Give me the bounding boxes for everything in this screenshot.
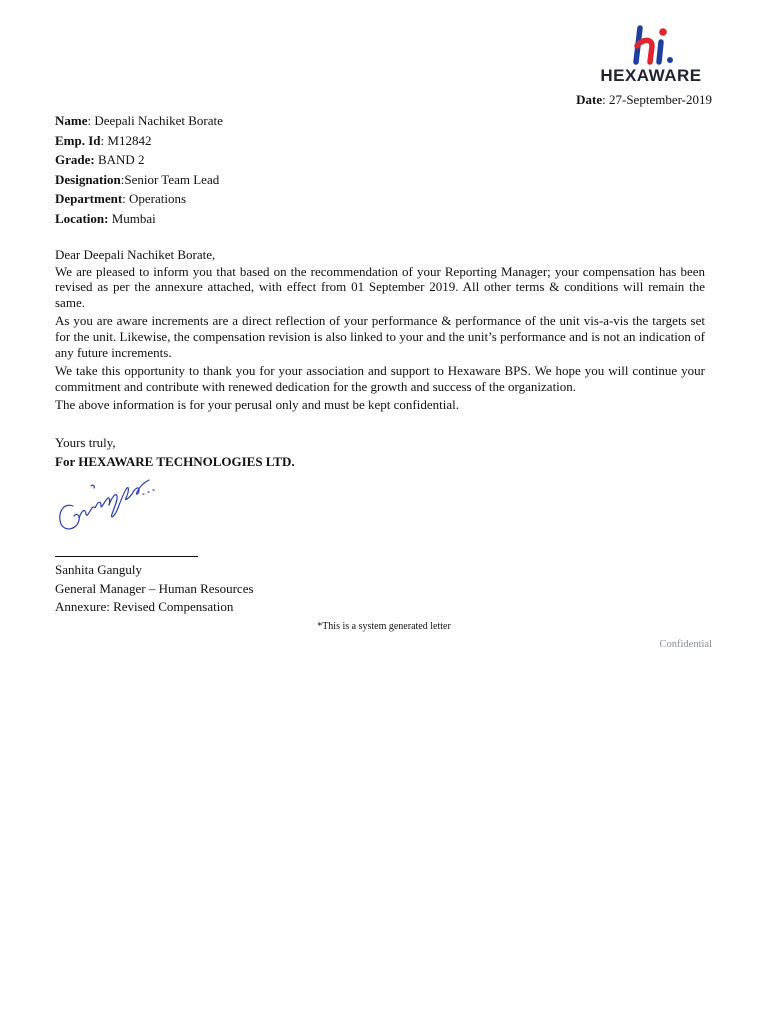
signature-icon [55,472,165,538]
salutation: Dear Deepali Nachiket Borate, [55,247,216,262]
system-generated-note: *This is a system generated letter [317,621,451,632]
grade-row [55,150,223,170]
employee-details [55,111,223,228]
closing-block [55,433,555,471]
designation-label: Designation [55,171,121,187]
confidential-label: Confidential [659,639,712,650]
name-label: Name [55,113,88,128]
hexaware-wordmark: HEXAWARE [600,66,702,85]
department-value: : Operations [122,191,187,206]
department-row [55,189,223,209]
designation-row [55,170,223,190]
grade-label: Grade: [55,152,95,167]
empid-label: Emp. Id [55,132,101,148]
paragraph-revision: We are pleased to inform you that based on the recommendation of your Reporting Manager; your compensation has been revised as per the annexure attached, with effect from 01 September 2019. All other terms & conditions will remain the same. [55,263,705,310]
designation-value: :Senior Team Lead [120,171,220,187]
signer-title: General Manager – Human Resources [55,580,254,596]
closing-phrase: Yours truly, [55,435,116,450]
location-row [55,209,223,229]
annexure-line: Annexure: Revised Compensation [55,599,234,614]
date-value: : 27-September-2019 [602,92,712,107]
signer-block [55,561,254,617]
name-value: : Deepali Nachiket Borate [87,113,223,128]
signature-line [55,556,198,557]
hexaware-mark-icon [630,24,674,66]
date-label: Date [576,92,603,107]
name-row [55,111,223,131]
paragraph-increments: As you are aware increments are a direct reflection of your performance & performance of the unit vis-a-vis the targets set for the unit. Likewise, the compensation revision is also linked to your and the unit’s performance and is not an indication of any future increments. [55,313,705,360]
empid-value: : M12842 [100,132,152,148]
grade-value: BAND 2 [94,152,145,167]
company-name: For HEXAWARE TECHNOLOGIES LTD. [55,454,295,469]
letter-date [576,92,712,108]
location-value: Mumbai [108,210,156,226]
paragraph-thanks: We take this opportunity to thank you for your association and support to Hexaware BPS. We hope you will continue your commitment and contribute with renewed dedication for the growth and success of the organization. [55,363,705,394]
signer-name: Sanhita Ganguly [55,562,143,577]
letter-body [55,247,705,416]
location-label: Location: [55,210,109,226]
paragraph-confidential: The above information is for your perusal only and must be kept confidential. [55,397,459,413]
empid-row [55,131,223,151]
hexaware-logo [590,22,712,86]
handwritten-signature [55,472,165,542]
department-label: Department [55,191,123,206]
